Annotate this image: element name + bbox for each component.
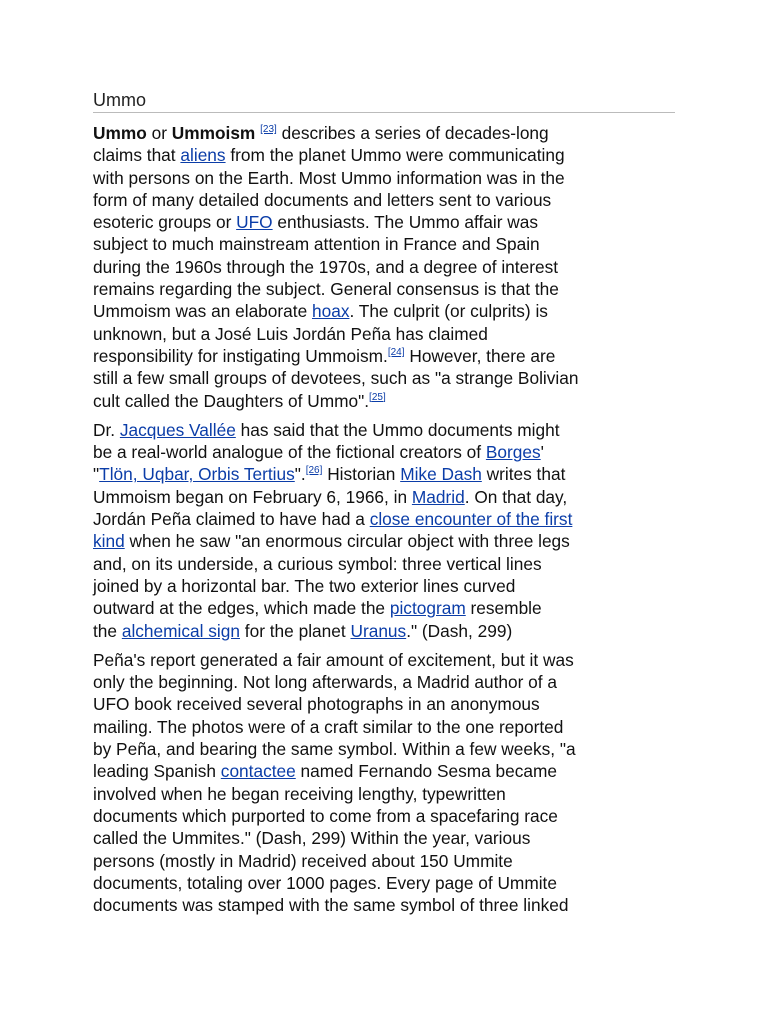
text: . On that day,: [464, 486, 568, 507]
paragraph-3: [93, 649, 677, 917]
text: Historian: [322, 464, 401, 485]
text: leading Spanish: [93, 761, 221, 782]
text: ".: [294, 464, 306, 485]
text-line: [93, 441, 677, 463]
text-line: documents which purported to come from a spacefaring race: [93, 805, 558, 826]
text: has said that the Ummo documents might: [235, 419, 560, 440]
link-borges[interactable]: Borges: [485, 442, 541, 463]
text: ': [540, 442, 544, 463]
link-tlon-uqbar[interactable]: Tlön, Uqbar, Orbis Tertius: [99, 464, 295, 485]
text: ": [93, 464, 100, 485]
text-line: UFO book received several photographs in an anonymous: [93, 694, 540, 715]
paragraph-2: [93, 419, 677, 642]
text: for the planet: [239, 620, 351, 641]
link-close-encounter[interactable]: close encounter of the first: [369, 509, 573, 530]
text-line: [93, 463, 677, 485]
link-ufo[interactable]: UFO: [236, 212, 273, 233]
text-line: subject to much mainstream attention in France and Spain: [93, 234, 540, 255]
text-line: form of many detailed documents and letters sent to various: [93, 189, 552, 210]
text: . The culprit (or culprits) is: [349, 301, 548, 322]
text-line: involved when he began receiving lengthy, typewritten: [93, 783, 506, 804]
text-line: [93, 620, 677, 642]
text-line: [93, 345, 677, 367]
text-line: [93, 211, 677, 233]
article-body: [93, 122, 677, 923]
text: from the planet Ummo were communicating: [225, 145, 565, 166]
text-line: documents, totaling over 1000 pages. Every page of Ummite: [93, 872, 557, 893]
text: Ummoism was an elaborate: [93, 301, 312, 322]
citation-link[interactable]: [25]: [369, 391, 386, 403]
text: when he saw "an enormous circular object with three legs: [124, 531, 570, 552]
text-line: still a few small groups of devotees, such as "a strange Bolivian: [93, 368, 579, 389]
text: or: [146, 123, 172, 143]
text: resemble: [465, 598, 542, 619]
link-contactee[interactable]: contactee: [220, 761, 296, 782]
text: Jordán Peña claimed to have had a: [93, 509, 370, 530]
citation-link[interactable]: [24]: [387, 346, 405, 358]
bold-term: Ummo: [93, 123, 147, 143]
text-line: Peña's report generated a fair amount of excitement, but it was: [93, 649, 574, 670]
text: the: [93, 620, 122, 641]
link-alchemical-sign[interactable]: alchemical sign: [121, 620, 240, 641]
text-line: by Peña, and bearing the same symbol. Within a few weeks, "a: [93, 739, 576, 760]
text-line: [93, 486, 677, 508]
text: esoteric groups or: [93, 212, 237, 233]
text-line: [93, 530, 677, 552]
text: cult called the Daughters of Ummo".: [93, 390, 370, 411]
link-pictogram[interactable]: pictogram: [389, 598, 466, 619]
text-line: [93, 508, 677, 530]
link-close-encounter-kind[interactable]: kind: [93, 531, 125, 552]
text-line: persons (mostly in Madrid) received about 150 Ummite: [93, 850, 513, 871]
page-title: Ummo: [93, 88, 675, 113]
text: claims that: [93, 145, 181, 166]
text-line: only the beginning. Not long afterwards, a Madrid author of a: [93, 672, 557, 693]
citation-link[interactable]: [23]: [260, 124, 277, 135]
text: Dr.: [93, 419, 120, 440]
text-line: called the Ummites." (Dash, 299) Within the year, various: [93, 828, 531, 849]
text: writes that: [481, 464, 566, 485]
text: describes a series of decades-long: [276, 123, 549, 143]
text-line: documents was stamped with the same symbol of three linked: [93, 895, 569, 916]
text-line: [93, 597, 677, 619]
text-line: unknown, but a José Luis Jordán Peña has claimed: [93, 323, 488, 344]
link-jacques-vallee[interactable]: Jacques Vallée: [119, 419, 236, 440]
text-line: [93, 419, 677, 441]
text-line: [93, 390, 677, 412]
link-madrid[interactable]: Madrid: [411, 486, 465, 507]
text-line: [93, 144, 677, 166]
text: However, there are: [404, 345, 556, 366]
link-uranus[interactable]: Uranus: [350, 620, 407, 641]
bold-term: Ummoism: [171, 123, 256, 143]
text-line: with persons on the Earth. Most Ummo information was in the: [93, 167, 565, 188]
text-line: [93, 760, 677, 782]
citation-link[interactable]: [26]: [305, 465, 323, 477]
text: Ummoism began on February 6, 1966, in: [93, 486, 412, 507]
link-mike-dash[interactable]: Mike Dash: [400, 464, 482, 485]
text-line: mailing. The photos were of a craft similar to the one reported: [93, 716, 564, 737]
text-line: and, on its underside, a curious symbol: three vertical lines: [93, 553, 542, 574]
text: ." (Dash, 299): [406, 620, 513, 641]
paragraph-1: [93, 122, 677, 412]
link-hoax[interactable]: hoax: [311, 301, 350, 322]
text-line: remains regarding the subject. General consensus is that the: [93, 279, 559, 300]
text: outward at the edges, which made the: [93, 598, 390, 619]
text-line: joined by a horizontal bar. The two exterior lines curved: [93, 575, 516, 596]
link-aliens[interactable]: aliens: [180, 145, 226, 166]
text: be a real-world analogue of the fictional creators of: [93, 442, 486, 463]
text-line: [93, 300, 677, 322]
text: responsibility for instigating Ummoism.: [93, 345, 388, 366]
text-line: during the 1960s through the 1970s, and a degree of interest: [93, 256, 559, 277]
text: named Fernando Sesma became: [295, 761, 558, 782]
text-line: [93, 122, 677, 144]
text: enthusiasts. The Ummo affair was: [272, 212, 539, 233]
